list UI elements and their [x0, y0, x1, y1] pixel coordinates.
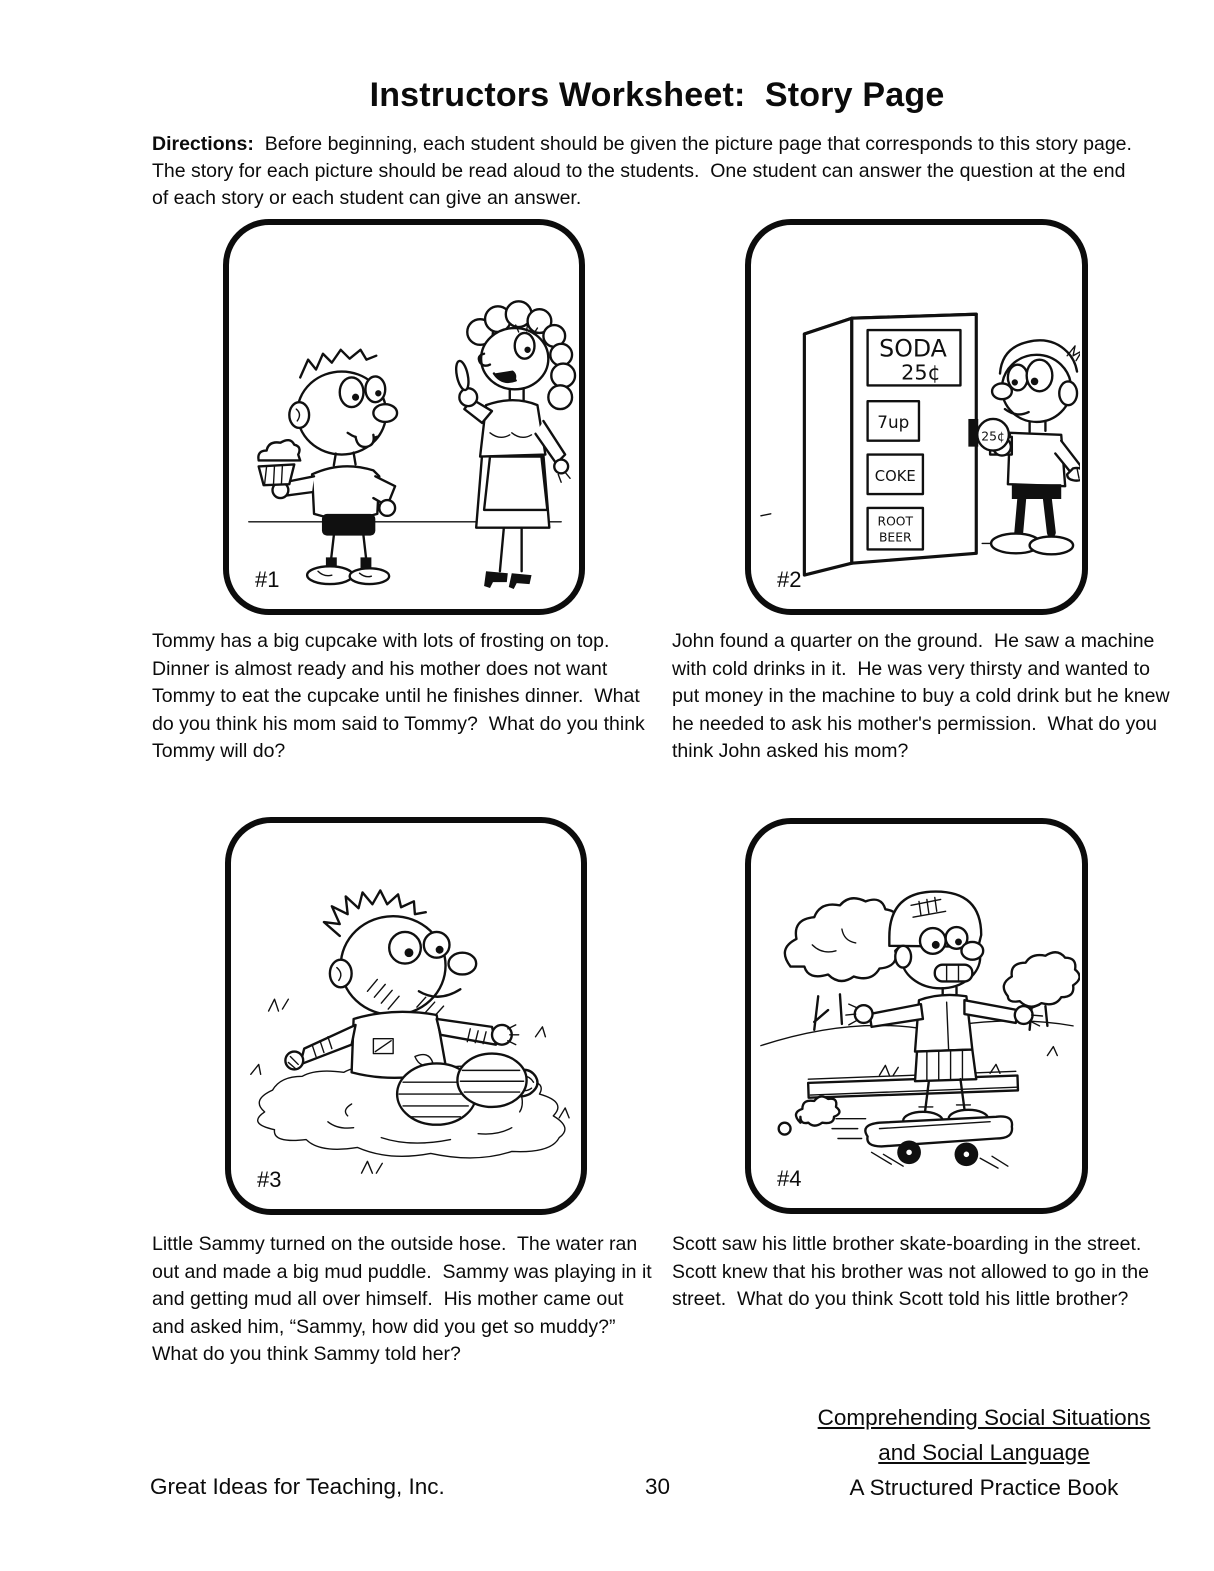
illustration-boy-skateboard	[753, 826, 1080, 1206]
directions-text: Before beginning, each student should be given the picture page that corresponds to this story page. The story for each picture should be read aloud to the students. One student can answer the question at the end of each story or each student can give an answer.	[152, 133, 1143, 209]
footer-publisher: Great Ideas for Teaching, Inc.	[150, 1474, 445, 1499]
illustration-boy-mud-puddle	[233, 825, 579, 1207]
machine-sign-soda-price: 25¢	[901, 360, 941, 385]
story-panel-4	[745, 818, 1088, 1214]
story-1: Tommy has a big cupcake with lots of frosting on top. Dinner is almost ready and his mother does not want Tommy to eat the cupcake until he finishes dinner. What do you think his mom said to Tommy? What do you think Tommy will do?	[152, 630, 650, 762]
illustration-boy-soda-machine	[753, 227, 1080, 607]
machine-sign-soda: SODA	[879, 334, 947, 363]
story-2: John found a quarter on the ground. He saw a machine with cold drinks in it. He was very thirsty and wanted to put money in the machine to buy a cold drink but he knew he needed to ask his mother's permission. What do you think John asked his mom?	[672, 630, 1175, 762]
machine-sign-coke: COKE	[874, 468, 916, 486]
machine-sign-rootbeer-line1: ROOT	[877, 514, 914, 529]
book-title-line-2: and Social Language	[878, 1440, 1090, 1465]
page-title: Instructors Worksheet: Story Page	[369, 76, 945, 114]
panel-2-label: #2	[777, 567, 802, 592]
book-title-line-3: A Structured Practice Book	[849, 1475, 1119, 1500]
story-panel-2	[745, 219, 1088, 615]
footer-page-number: 30	[645, 1474, 671, 1499]
coin-label: 25¢	[981, 429, 1005, 444]
illustration-boy-cupcake-and-mother	[231, 227, 577, 607]
panel-3-label: #3	[257, 1167, 282, 1192]
panel-4-label: #4	[777, 1166, 802, 1191]
book-title-line-1: Comprehending Social Situations	[817, 1405, 1151, 1430]
story-4: Scott saw his little brother skate-boarding in the street. Scott knew that his brother was not allowed to go in the street. What do you think Scott told his little brother?	[672, 1233, 1155, 1310]
story-panel-1	[223, 219, 585, 615]
panel-1-label: #1	[255, 567, 280, 592]
directions-label: Directions:	[152, 133, 254, 155]
footer-book-title	[808, 1400, 1160, 1505]
machine-sign-rootbeer-line2: BEER	[878, 530, 912, 545]
story-3: Little Sammy turned on the outside hose. The water ran out and made a big mud puddle. Sammy was playing in it and getting mud all over himself. His mother came out and asked him, “Sammy, how did you get so muddy?” What do you think Sammy told her?	[152, 1233, 658, 1365]
machine-sign-7up: 7up	[877, 411, 910, 432]
story-panel-3	[225, 817, 587, 1215]
directions	[152, 131, 1144, 212]
